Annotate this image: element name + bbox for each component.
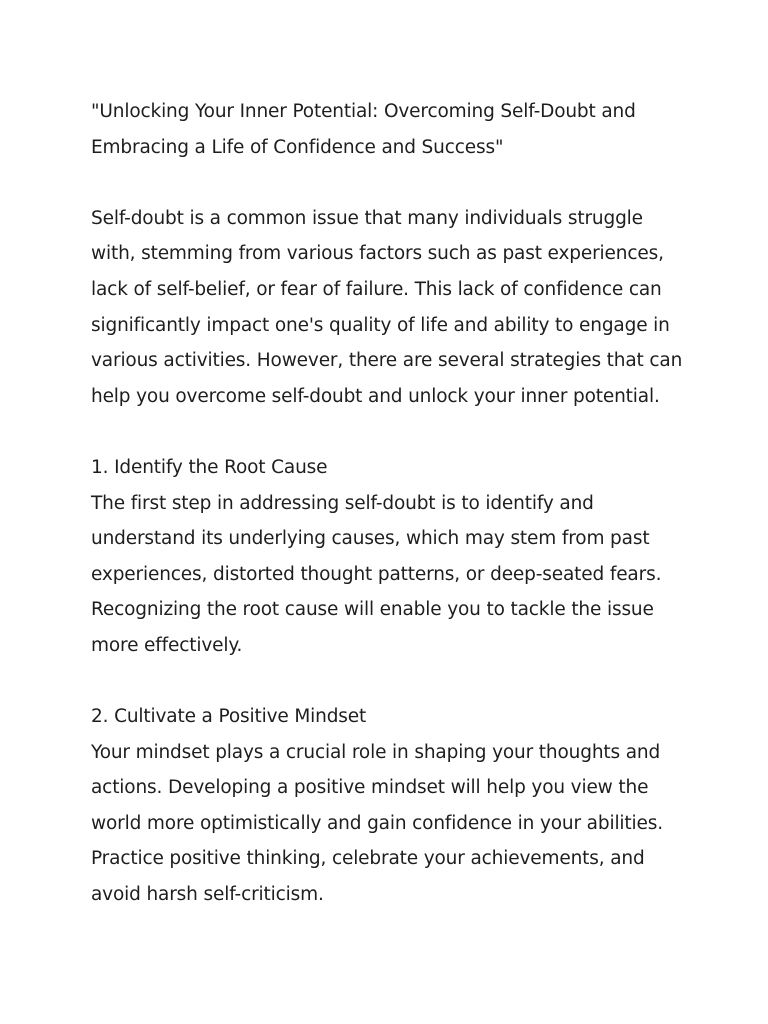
section-heading: 1. Identify the Root Cause: [91, 456, 328, 478]
document-title: "Unlocking Your Inner Potential: Overcoming Self-Doubt and Embracing a Life of Confidence and Success": [91, 101, 636, 158]
intro-paragraph: Self-doubt is a common issue that many individuals struggle with, stemming from various factors such as past experiences, lack of self-belief, or fear of failure. This lack of confidence can significantly impact one's quality of life and ability to engage in various activities. However, there are several strategies that can help you overcome self-doubt and unlock your inner potential.: [91, 207, 683, 407]
section-body: Your mindset plays a crucial role in shaping your thoughts and actions. Developing a positive mindset will help you view the world more optimistically and gain confidence in your abilities. Practice positive thinking, celebrate your achievements, and avoid harsh self-criticism.: [91, 741, 663, 906]
section-positive-mindset: [91, 699, 691, 913]
section-body: The first step in addressing self-doubt is to identify and understand its underlying causes, which may stem from past experiences, distorted thought patterns, or deep-seated fears. Recognizing the root cause will enable you to tackle the issue more effectively.: [91, 492, 662, 656]
section-heading: 2. Cultivate a Positive Mindset: [91, 706, 367, 728]
section-identify-root-cause: [91, 450, 691, 664]
document-content: [91, 94, 691, 913]
